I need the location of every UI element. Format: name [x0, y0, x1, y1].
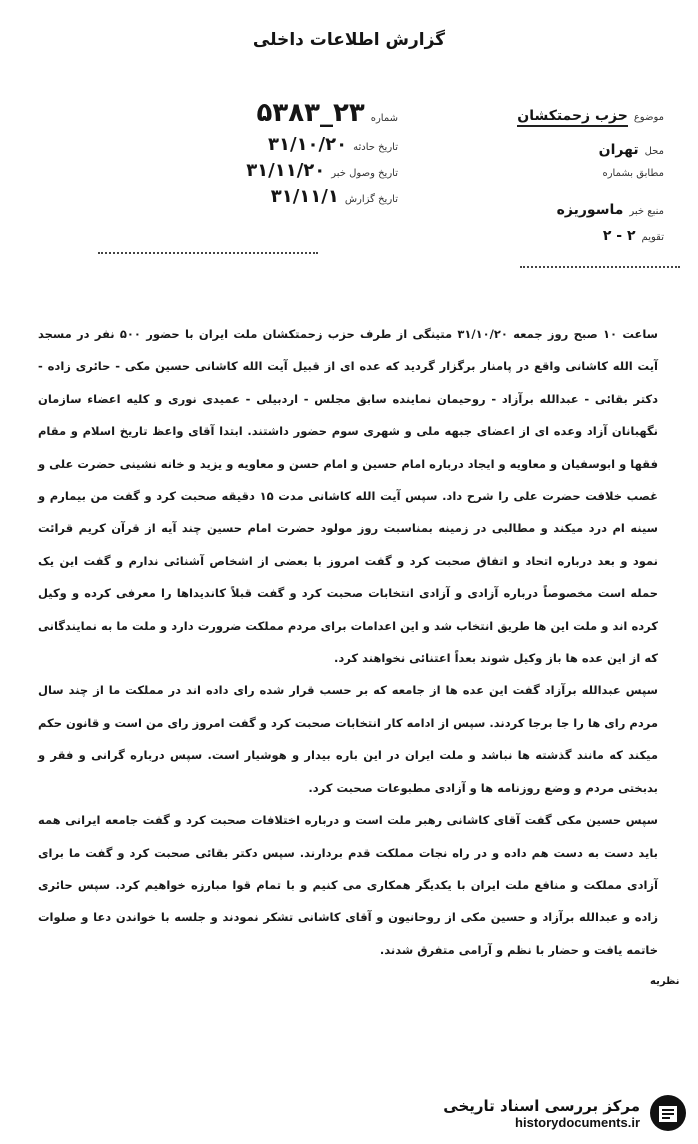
dotted-separator-left: [98, 252, 318, 254]
subject-block: [464, 108, 664, 254]
dates-block: [148, 98, 398, 212]
source-label: منبع خبر: [629, 206, 664, 217]
body-paragraph: ساعت ۱۰ صبح روز جمعه ۳۱/۱۰/۲۰ متینگی از طرف حزب زحمتکشان ملت ایران با حضور ۵۰۰ نفر در مسجد آیت الله کاشانی واقع در پامنار برگزار گردید که عده ای از قبیل آیت الله کاشانی حسین مکی - حائری زاده - دکتر بقائی - عبدالله برآزاد - روحیمان نماینده سابق مجلس - اردبیلی - عمیدی نوری و کلیه اعضاء سازمان نگهبانان آزاد وعده ای از اعضای جبهه ملی و شهری سوم حضور داشتند. ابتدا آقای واعظ تاریخ اسلام و مقام فقها و ابوسفیان و معاویه و ایجاد درباره امام حسین و امام حسن و معاویه و یزید و خانه نشینی حضرت علی و غصب خلافت حضرت علی را شرح داد. سپس آیت الله کاشانی مدت ۱۵ دقیقه صحبت کرد و گفت من بیمارم و سینه ام درد میکند و مطالبی در زمینه بمناسبت روز مولود حضرت امام حسین چند آیه از قرآن کریم قرائت نمود و بعد درباره اتحاد و اتفاق صحبت کرد و گفت امروز با بعضی از اشخاص آشنائی ندارم و گفت این یک حمله است مخصوصاً درباره آزادی و آزادی انتخابات صحبت کرد و گفت قبلاً کاندیداها را معرفی کرده و وکیل کرده اند و ملت این ها طریق انتخاب شد و این اعدامات برای مردم مملکت ضرورت دارد و ملت ما به نمایندگانی که از این عده ها باز وکیل شوند بعداً اعتنائی نخواهند کرد.: [38, 327, 658, 666]
watermark: [406, 1090, 688, 1136]
report-body: [38, 318, 658, 966]
relation-row: [464, 168, 664, 194]
rating-value: ۲ - ۲: [602, 228, 636, 244]
relation-label: مطابق بشماره: [602, 168, 664, 179]
body-paragraph: سپس حسین مکی گفت آقای کاشانی رهبر ملت است و درباره اختلافات صحبت کرد و گفت جامعه ایرانی همه باید دست به دست هم داده و در راه نجات مملکت قدم بردارند. سپس دکتر بقائی صحبت کرد و گفت ما برای آزادی مملکت و منافع ملت ایران با یکدیگر همکاری می کنیم و با تمام قوا مبارزه خواهیم کرد. سپس حائری زاده و عبدالله برآزاد و حسین مکی از روحانیون و آقای کاشانی تشکر نمودند و جلسه با خواندن دعا و صلوات خاتمه یافت و حضار با نظم و آرامی متفرق شدند.: [38, 813, 658, 957]
place-value: تهران: [598, 142, 639, 158]
source-value: ماسوریزه: [556, 202, 624, 218]
rating-label: تقویم: [641, 232, 664, 243]
receive-date-value: ۳۱/۱۱/۲۰: [246, 160, 326, 181]
subject-row: [464, 108, 664, 134]
subject-label: موضوع: [633, 112, 664, 123]
event-date-label: تاریخ حادثه: [353, 142, 398, 153]
report-date-row: [148, 186, 398, 212]
place-label: محل: [644, 146, 664, 157]
report-date-value: ۳۱/۱۱/۱: [270, 186, 339, 207]
receive-date-row: [148, 160, 398, 186]
number-label: شماره: [370, 113, 398, 124]
receive-date-label: تاریخ وصول خبر: [331, 168, 398, 179]
number-row: [148, 98, 398, 134]
dotted-separator-right: [520, 266, 680, 268]
watermark-text: [443, 1097, 640, 1130]
margin-note: نظریه: [650, 976, 680, 987]
archive-logo-icon: [648, 1093, 688, 1133]
watermark-persian: مرکز بررسی اسناد تاریخی: [443, 1096, 640, 1115]
report-date-label: تاریخ گزارش: [344, 194, 398, 205]
body-paragraph: سپس عبدالله برآزاد گفت این عده ها از جامعه که بر حسب قرار شده رای داده اند در مملکت ما از چند سال مردم رای ها را جا برجا کردند. سپس از ادامه کار انتخابات صحبت کرد و گفت امروز رای من است و قانون حکم میکند که مانند گذشته ها نباشد و ملت ایران در این باره بیدار و هوشیار است. سپس درباره گرانی و فقر و بدبختی مردم و وضع روزنامه ها و آزادی مطبوعات صحبت کرد.: [38, 683, 658, 795]
place-row: [464, 142, 664, 168]
watermark-url: historydocuments.ir: [515, 1114, 640, 1130]
number-value: ۵۳۸۳_۲۳: [256, 98, 365, 128]
event-date-row: [148, 134, 398, 160]
rating-row: [464, 228, 664, 254]
page-title: گزارش اطلاعات داخلی: [252, 30, 446, 50]
source-row: [464, 202, 664, 228]
event-date-value: ۳۱/۱۰/۲۰: [268, 134, 348, 155]
subject-value: حزب زحمتکشان: [517, 108, 628, 127]
